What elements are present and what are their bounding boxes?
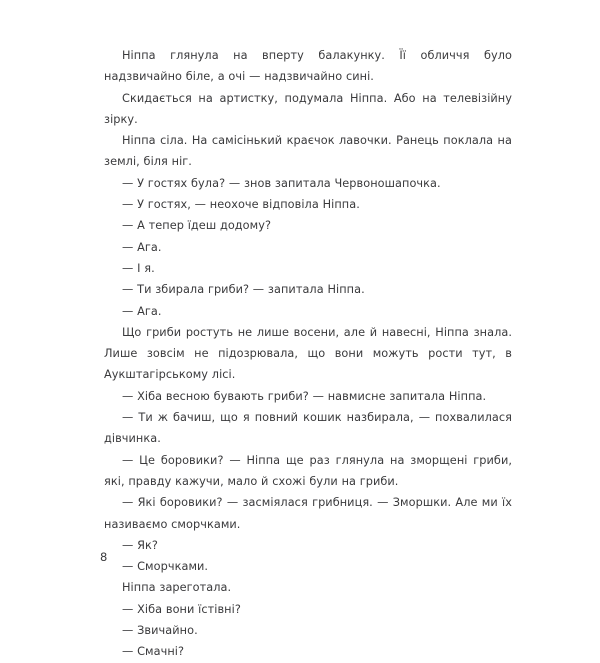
paragraph: — Ага.: [122, 304, 162, 318]
paragraph: — У гостях, — неохоче відповіла Ніппа.: [122, 198, 360, 212]
paragraph: — Звичайно.: [122, 624, 198, 638]
paragraph: Ніппа зареготала.: [122, 581, 232, 595]
paragraph: — Як?: [122, 538, 158, 552]
paragraph: — А тепер їдеш додому?: [122, 219, 272, 233]
paragraph: — У гостях була? — знов запитала Червоношапочка.: [122, 176, 441, 190]
paragraph: — Це боровики? — Ніппа ще раз глянула на зморщені гриби, які, правду кажучи, мало й схожі були на гриби.: [104, 453, 512, 488]
paragraph: Ніппа глянула на вперту балакунку. Її обличчя було надзвичайно біле, а очі — надзвичайно сині.: [104, 49, 512, 84]
paragraph: — Ти збирала гриби? — запитала Ніппа.: [122, 283, 365, 297]
paragraph: — Хіба вони їстівні?: [122, 602, 241, 616]
paragraph: Ніппа сіла. На самісінький краєчок лавочки. Ранець поклала на землі, біля ніг.: [104, 134, 512, 169]
paragraph: Що гриби ростуть не лише восени, але й навесні, Ніппа знала. Лише зовсім не підозрювала, що вони можуть рости тут, в Аукштагірському лісі.: [104, 325, 512, 382]
paragraph: — Смачні?: [122, 645, 185, 659]
paragraph: — Які боровики? — засміялася грибниця. — Зморшки. Але ми їх називаємо сморчками.: [104, 496, 512, 531]
paragraph: — Хіба весною бувають гриби? — навмисне запитала Ніппа.: [122, 389, 487, 403]
paragraph: — І я.: [122, 261, 155, 275]
page-body-text: [104, 45, 512, 663]
page-number: 8: [100, 550, 108, 564]
paragraph: — Ага.: [122, 240, 162, 254]
paragraph: — Ти ж бачиш, що я повний кошик назбирала, — похвалилася дівчинка.: [104, 411, 512, 446]
paragraph: — Сморчками.: [122, 560, 209, 574]
paragraph: Скидається на артистку, подумала Ніппа. Або на телевізійну зірку.: [104, 91, 512, 126]
